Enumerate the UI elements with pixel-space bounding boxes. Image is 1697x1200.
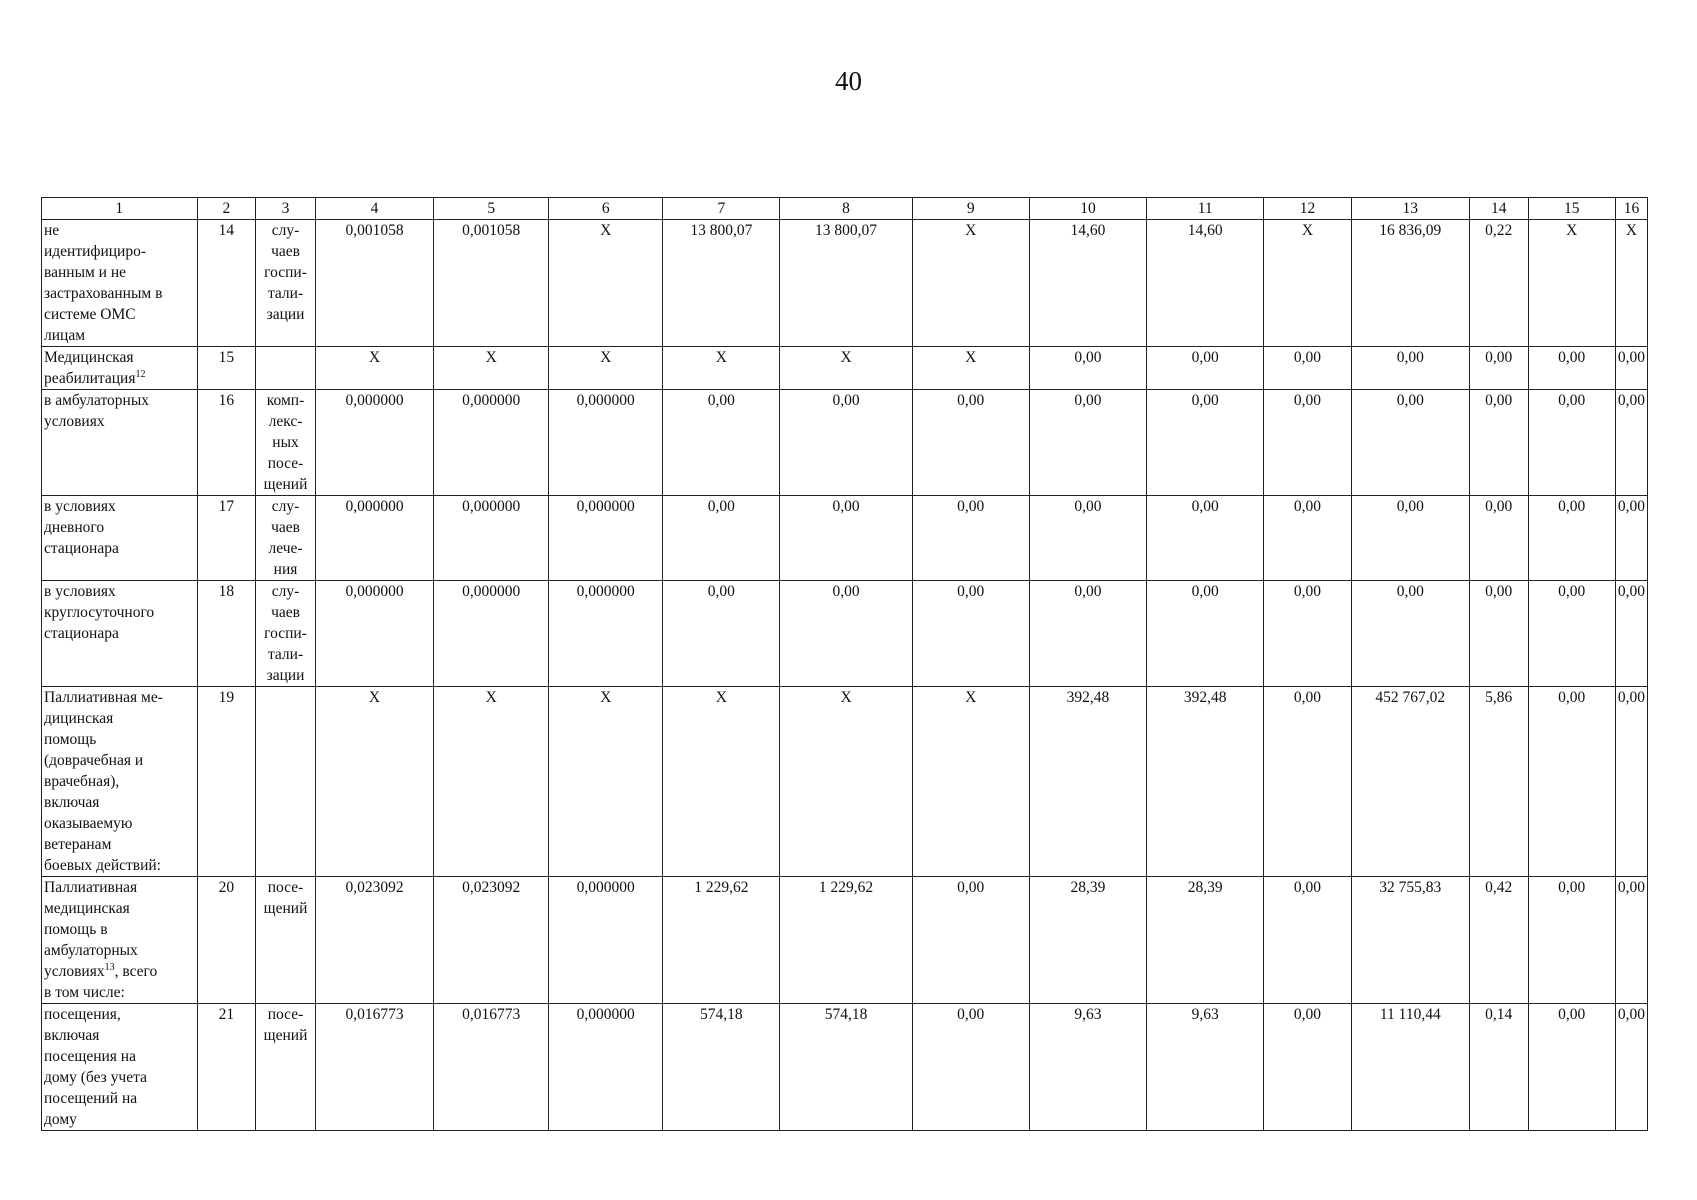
value-cell: 0,22 — [1469, 220, 1528, 347]
row-name — [42, 687, 198, 877]
value-cell: 1 229,62 — [663, 877, 780, 1004]
table-row — [42, 687, 1648, 877]
unit-line: слу- — [271, 583, 300, 600]
value-cell: 9,63 — [1029, 1004, 1146, 1131]
value-cell: 0,00 — [1264, 1004, 1351, 1131]
value-cell: 16 836,09 — [1351, 220, 1469, 347]
row-name-line: круглосуточного — [44, 604, 155, 621]
value-cell: 0,000000 — [315, 496, 433, 581]
row-name-line: врачебная), — [44, 773, 120, 790]
value-cell: 0,016773 — [434, 1004, 549, 1131]
unit-line: щений — [263, 1027, 308, 1044]
row-name-line: идентифициро- — [44, 243, 147, 260]
row-name-line: Паллиативная — [44, 879, 138, 896]
value-cell: 0,00 — [1029, 581, 1146, 687]
footnote-ref: 12 — [135, 368, 146, 380]
value-cell: 0,00 — [1469, 496, 1528, 581]
value-cell: 0,00 — [1469, 581, 1528, 687]
value-cell: 0,000000 — [549, 496, 663, 581]
column-number: 10 — [1029, 198, 1146, 220]
column-number: 9 — [912, 198, 1029, 220]
row-name-line: медицинская — [44, 900, 130, 917]
row-number: 16 — [197, 390, 256, 496]
column-number: 6 — [549, 198, 663, 220]
unit-line: слу- — [271, 498, 300, 515]
value-cell: 0,000000 — [549, 877, 663, 1004]
row-name-line: амбулаторных — [44, 942, 138, 959]
row-name-line: оказываемую — [44, 815, 133, 832]
row-name-line: включая — [44, 1027, 100, 1044]
unit-line: лекс- — [268, 413, 303, 430]
value-cell: 0,00 — [1615, 581, 1647, 687]
value-cell: 0,00 — [1528, 687, 1615, 877]
row-number: 18 — [197, 581, 256, 687]
column-number: 1 — [42, 198, 198, 220]
value-cell: 0,00 — [1615, 496, 1647, 581]
unit-line: ных — [272, 434, 299, 451]
value-cell: 452 767,02 — [1351, 687, 1469, 877]
value-cell: 0,00 — [1469, 390, 1528, 496]
row-name — [42, 347, 198, 390]
row-name-line: застрахованным в — [44, 285, 163, 302]
row-number: 20 — [197, 877, 256, 1004]
row-name — [42, 390, 198, 496]
row-name — [42, 220, 198, 347]
value-cell: 0,00 — [1147, 390, 1264, 496]
value-cell: Х — [1615, 220, 1647, 347]
value-cell: 574,18 — [780, 1004, 912, 1131]
value-cell: 0,00 — [1264, 877, 1351, 1004]
value-cell: 0,00 — [1029, 496, 1146, 581]
unit-line: комп- — [266, 392, 305, 409]
value-cell: Х — [549, 687, 663, 877]
unit-of-measure — [256, 1004, 316, 1131]
value-cell: Х — [434, 687, 549, 877]
value-cell: 0,00 — [1615, 390, 1647, 496]
value-cell: 0,14 — [1469, 1004, 1528, 1131]
value-cell: 14,60 — [1147, 220, 1264, 347]
row-name-line: в том числе: — [44, 984, 125, 1001]
column-number: 8 — [780, 198, 912, 220]
unit-line: щений — [263, 476, 308, 493]
value-cell: 0,00 — [1147, 496, 1264, 581]
value-cell: Х — [912, 687, 1029, 877]
value-cell: 0,00 — [1469, 347, 1528, 390]
value-cell: Х — [912, 220, 1029, 347]
value-cell: 392,48 — [1029, 687, 1146, 877]
value-cell: 0,001058 — [315, 220, 433, 347]
row-name-line: дому — [44, 1111, 77, 1128]
unit-of-measure — [256, 390, 316, 496]
value-cell: 5,86 — [1469, 687, 1528, 877]
unit-line: тали- — [267, 646, 304, 663]
value-cell: 0,00 — [912, 390, 1029, 496]
value-cell: 0,00 — [1528, 496, 1615, 581]
row-name-line: стационара — [44, 540, 119, 557]
column-number: 2 — [197, 198, 256, 220]
value-cell: 0,00 — [1351, 390, 1469, 496]
value-cell: 1 229,62 — [780, 877, 912, 1004]
value-cell: Х — [1528, 220, 1615, 347]
row-name-line: дневного — [44, 519, 105, 536]
value-cell: 0,00 — [1615, 687, 1647, 877]
row-name-line: помощь в — [44, 921, 108, 938]
value-cell: 0,00 — [1264, 687, 1351, 877]
unit-line: тали- — [267, 285, 304, 302]
value-cell: 0,00 — [1147, 347, 1264, 390]
value-cell: 0,00 — [1029, 390, 1146, 496]
row-name — [42, 581, 198, 687]
value-cell: Х — [780, 687, 912, 877]
value-cell: 392,48 — [1147, 687, 1264, 877]
value-cell: 0,016773 — [315, 1004, 433, 1131]
column-number: 3 — [256, 198, 316, 220]
column-number: 13 — [1351, 198, 1469, 220]
value-cell: 0,00 — [1264, 347, 1351, 390]
value-cell: Х — [663, 687, 780, 877]
value-cell: 9,63 — [1147, 1004, 1264, 1131]
value-cell: 0,00 — [912, 581, 1029, 687]
value-cell: Х — [549, 220, 663, 347]
column-number: 7 — [663, 198, 780, 220]
row-name-line: посещений на — [44, 1090, 138, 1107]
value-cell: 0,00 — [1615, 1004, 1647, 1131]
value-cell: 28,39 — [1147, 877, 1264, 1004]
value-cell: 0,00 — [1528, 877, 1615, 1004]
row-number: 17 — [197, 496, 256, 581]
row-name-line: (доврачебная и — [44, 752, 144, 769]
value-cell: 0,42 — [1469, 877, 1528, 1004]
row-number: 15 — [197, 347, 256, 390]
value-cell: 0,00 — [663, 496, 780, 581]
value-cell: 0,00 — [663, 390, 780, 496]
value-cell: 0,000000 — [315, 390, 433, 496]
unit-of-measure — [256, 687, 316, 877]
value-cell: 0,00 — [1528, 1004, 1615, 1131]
value-cell: Х — [1264, 220, 1351, 347]
unit-line: ния — [273, 561, 298, 578]
table-row — [42, 390, 1648, 496]
row-name-line: посещения на — [44, 1048, 136, 1065]
value-cell: 0,00 — [1029, 347, 1146, 390]
unit-line: чаев — [271, 519, 300, 536]
row-name-line: в условиях — [44, 498, 116, 515]
row-name-line: Медицинская — [44, 349, 134, 366]
value-cell: 0,00 — [1528, 390, 1615, 496]
unit-line: зации — [266, 667, 305, 684]
unit-of-measure — [256, 347, 316, 390]
value-cell: 0,00 — [1351, 581, 1469, 687]
value-cell: 0,000000 — [434, 390, 549, 496]
value-cell: 0,00 — [1615, 347, 1647, 390]
value-cell: 0,00 — [1264, 581, 1351, 687]
footnote-ref: 13 — [104, 961, 115, 973]
row-name-line: системе ОМС — [44, 306, 136, 323]
value-cell: 0,000000 — [549, 390, 663, 496]
column-number: 5 — [434, 198, 549, 220]
value-cell: Х — [315, 347, 433, 390]
value-cell: 0,00 — [912, 1004, 1029, 1131]
table-row — [42, 496, 1648, 581]
value-cell: 0,00 — [912, 496, 1029, 581]
row-name-line: включая — [44, 794, 100, 811]
value-cell: 0,00 — [1615, 877, 1647, 1004]
row-name-line: ветеранам — [44, 836, 112, 853]
unit-line: посе- — [267, 455, 304, 472]
value-cell: 32 755,83 — [1351, 877, 1469, 1004]
value-cell: 0,00 — [780, 581, 912, 687]
value-cell: 0,001058 — [434, 220, 549, 347]
value-cell: Х — [912, 347, 1029, 390]
value-cell: 14,60 — [1029, 220, 1146, 347]
unit-line: посе- — [267, 879, 304, 896]
unit-of-measure — [256, 220, 316, 347]
table-row — [42, 877, 1648, 1004]
unit-line: госпи- — [264, 625, 307, 642]
unit-of-measure — [256, 877, 316, 1004]
unit-of-measure — [256, 496, 316, 581]
value-cell: 0,023092 — [434, 877, 549, 1004]
row-name — [42, 496, 198, 581]
column-number: 12 — [1264, 198, 1351, 220]
value-cell: 0,00 — [1351, 347, 1469, 390]
column-number: 14 — [1469, 198, 1528, 220]
unit-line: посе- — [267, 1006, 304, 1023]
column-number: 4 — [315, 198, 433, 220]
value-cell: 0,000000 — [549, 1004, 663, 1131]
value-cell: Х — [315, 687, 433, 877]
column-number-row — [42, 198, 1648, 220]
unit-of-measure — [256, 581, 316, 687]
value-cell: 0,023092 — [315, 877, 433, 1004]
value-cell: 0,00 — [1528, 581, 1615, 687]
row-name-line: посещения, — [44, 1006, 121, 1023]
value-cell: 0,00 — [1264, 390, 1351, 496]
row-name-line: дому (без учета — [44, 1069, 147, 1086]
value-cell: 0,00 — [663, 581, 780, 687]
unit-line: госпи- — [264, 264, 307, 281]
row-name-line: условиях$^{13}$, всего — [44, 961, 158, 980]
row-number: 14 — [197, 220, 256, 347]
unit-line: зации — [266, 306, 305, 323]
value-cell: 13 800,07 — [780, 220, 912, 347]
table-row — [42, 581, 1648, 687]
value-cell: 0,00 — [1528, 347, 1615, 390]
row-name-line: боевых действий: — [44, 857, 161, 874]
row-name-line: лицам — [44, 327, 86, 344]
row-name-line: в амбулаторных — [44, 392, 149, 409]
value-cell: 28,39 — [1029, 877, 1146, 1004]
column-number: 16 — [1615, 198, 1647, 220]
row-name — [42, 877, 198, 1004]
value-cell: 0,000000 — [549, 581, 663, 687]
value-cell: 0,00 — [1264, 496, 1351, 581]
table-row — [42, 220, 1648, 347]
row-name-line: Паллиативная ме- — [44, 689, 163, 706]
value-cell: 0,00 — [1147, 581, 1264, 687]
value-cell: Х — [780, 347, 912, 390]
table-row — [42, 1004, 1648, 1131]
value-cell: 0,00 — [780, 390, 912, 496]
value-cell: 0,000000 — [315, 581, 433, 687]
row-number: 21 — [197, 1004, 256, 1131]
row-name-line: помощь — [44, 731, 97, 748]
row-name-line: не — [44, 222, 60, 239]
value-cell: 574,18 — [663, 1004, 780, 1131]
value-cell: Х — [549, 347, 663, 390]
value-cell: 11 110,44 — [1351, 1004, 1469, 1131]
financing-table — [41, 197, 1648, 1131]
row-name-line: реабилитация$^{12}$ — [44, 368, 146, 387]
page-number: 40 — [835, 66, 862, 96]
row-name-line: условиях — [44, 413, 105, 430]
row-name-line: в условиях — [44, 583, 116, 600]
unit-line: щений — [263, 900, 308, 917]
value-cell: Х — [663, 347, 780, 390]
unit-line: чаев — [271, 243, 300, 260]
row-name-line: стационара — [44, 625, 119, 642]
value-cell: Х — [434, 347, 549, 390]
row-number: 19 — [197, 687, 256, 877]
value-cell: 0,00 — [912, 877, 1029, 1004]
unit-line: лече- — [268, 540, 303, 557]
column-number: 11 — [1147, 198, 1264, 220]
unit-line: чаев — [271, 604, 300, 621]
table-row — [42, 347, 1648, 390]
value-cell: 0,00 — [780, 496, 912, 581]
unit-line: слу- — [271, 222, 300, 239]
row-name-line: дицинская — [44, 710, 114, 727]
row-name-line: ванным и не — [44, 264, 127, 281]
table-body — [42, 198, 1648, 1131]
value-cell: 0,00 — [1351, 496, 1469, 581]
value-cell: 0,000000 — [434, 581, 549, 687]
column-number: 15 — [1528, 198, 1615, 220]
value-cell: 0,000000 — [434, 496, 549, 581]
row-name — [42, 1004, 198, 1131]
value-cell: 13 800,07 — [663, 220, 780, 347]
